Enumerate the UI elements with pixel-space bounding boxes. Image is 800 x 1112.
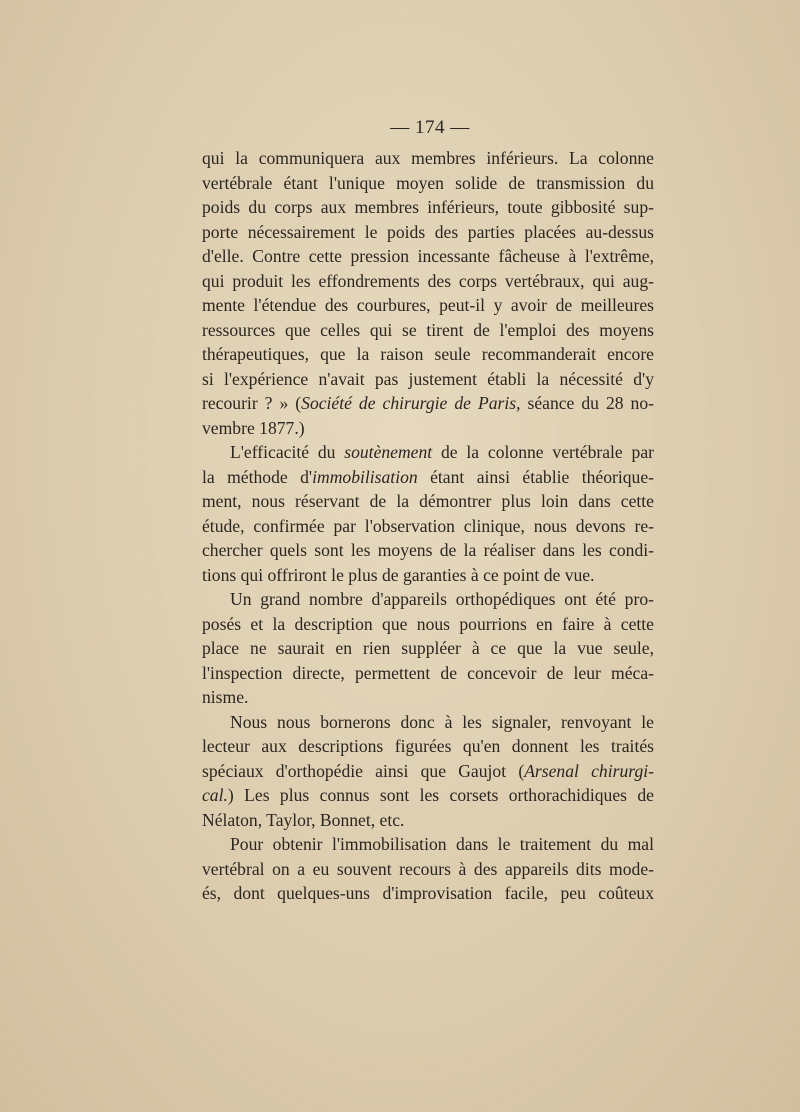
text-line [202, 465, 654, 490]
text-segment: qui la communiquera aux membres inférieurs. La colonne [202, 148, 654, 168]
text-segment: ment, nous réservant de la démontrer plus loin dans cette [202, 491, 654, 511]
text-line [202, 685, 654, 710]
paragraph [202, 587, 654, 710]
text-line [202, 367, 654, 392]
text-line [202, 808, 654, 833]
text-segment: ) Les plus connus sont les corsets orthorachidiques de [227, 785, 654, 805]
paragraph [202, 710, 654, 833]
italic-text: Arsenal chirurgi- [524, 760, 655, 781]
italic-text: cal. [202, 785, 228, 805]
text-line [202, 244, 654, 269]
page-number: — 174 — [390, 117, 470, 138]
text-segment: recourir ? » ( [202, 393, 302, 413]
text-line [202, 440, 654, 465]
text-line [202, 293, 654, 318]
text-segment: l'inspection directe, permettent de concevoir de leur méca- [202, 662, 654, 683]
text-line [202, 489, 654, 514]
text-segment: Un grand nombre d'appareils orthopédiques ont été pro- [230, 589, 654, 609]
text-line [202, 832, 654, 857]
text-segment: tions qui offriront le plus de garanties à ce point de vue. [202, 564, 595, 585]
text-line [202, 563, 654, 588]
text-line [202, 318, 654, 343]
text-line [202, 342, 654, 367]
text-segment: mente l'étendue des courbures, peut-il y avoir de meilleures [202, 295, 654, 315]
text-line [202, 759, 654, 784]
text-line [202, 783, 654, 808]
paragraph [202, 440, 654, 587]
body-text [202, 146, 654, 906]
text-segment: ressources que celles qui se tirent de l'emploi des moyens [202, 319, 654, 340]
italic-text: Société de chirurgie de Paris [301, 393, 517, 413]
text-line [202, 391, 654, 416]
text-segment: étant ainsi établie théorique- [417, 466, 655, 487]
text-segment: L'efficacité du [230, 442, 345, 462]
text-segment: étude, confirmée par l'observation clinique, nous devons re- [202, 515, 654, 536]
text-segment: nisme. [202, 687, 249, 707]
text-line [202, 587, 654, 612]
text-segment: poids du corps aux membres inférieurs, toute gibbosité sup- [202, 197, 654, 217]
text-line [202, 636, 654, 661]
text-segment: Pour obtenir l'immobilisation dans le traitement du mal [230, 834, 654, 854]
italic-text: soutènement [344, 442, 433, 462]
text-line [202, 857, 654, 882]
text-segment: thérapeutiques, que la raison seule recommanderait encore [202, 344, 654, 364]
text-line [202, 514, 654, 539]
text-segment: d'elle. Contre cette pression incessante fâcheuse à l'extrême, [202, 246, 654, 266]
text-segment: Nous nous bornerons donc à les signaler, renvoyant le [230, 711, 654, 732]
text-line [202, 269, 654, 294]
text-segment: Nélaton, Taylor, Bonnet, etc. [202, 809, 405, 830]
text-line [202, 171, 654, 196]
text-segment: és, dont quelques-uns d'improvisation facile, peu coûteux [202, 883, 654, 903]
text-segment: vertébral on a eu souvent recours à des appareils dits mode- [202, 858, 654, 879]
text-segment: posés et la description que nous pourrions en faire à cette [202, 613, 654, 634]
text-segment: porte nécessairement le poids des parties placées au-dessus [202, 221, 654, 242]
text-segment: place ne saurait en rien suppléer à ce que la vue seule, [202, 638, 654, 658]
text-line [202, 661, 654, 686]
text-line [202, 146, 654, 171]
text-line [202, 416, 654, 441]
italic-text: immobilisation [312, 466, 418, 487]
text-line [202, 195, 654, 220]
text-segment: vembre 1877.) [202, 417, 305, 438]
text-segment: , séance du 28 no- [516, 393, 654, 413]
text-segment: vertébrale étant l'unique moyen solide de transmission du [202, 172, 654, 193]
text-segment: spéciaux d'orthopédie ainsi que Gaujot ( [202, 760, 525, 781]
paragraph [202, 832, 654, 906]
text-line [202, 538, 654, 563]
text-segment: si l'expérience n'avait pas justement établi la nécessité d'y [202, 368, 654, 389]
text-segment: de la colonne vertébrale par [432, 442, 654, 462]
text-line [202, 220, 654, 245]
text-segment: chercher quels sont les moyens de la réaliser dans les condi- [202, 540, 654, 560]
text-line [202, 612, 654, 637]
text-segment: lecteur aux descriptions figurées qu'en donnent les traités [202, 736, 654, 756]
text-line [202, 710, 654, 735]
text-line [202, 734, 654, 759]
text-segment: la méthode d' [202, 466, 313, 487]
text-segment: qui produit les effondrements des corps vertébraux, qui aug- [202, 270, 654, 291]
text-line [202, 881, 654, 906]
paragraph [202, 146, 654, 440]
